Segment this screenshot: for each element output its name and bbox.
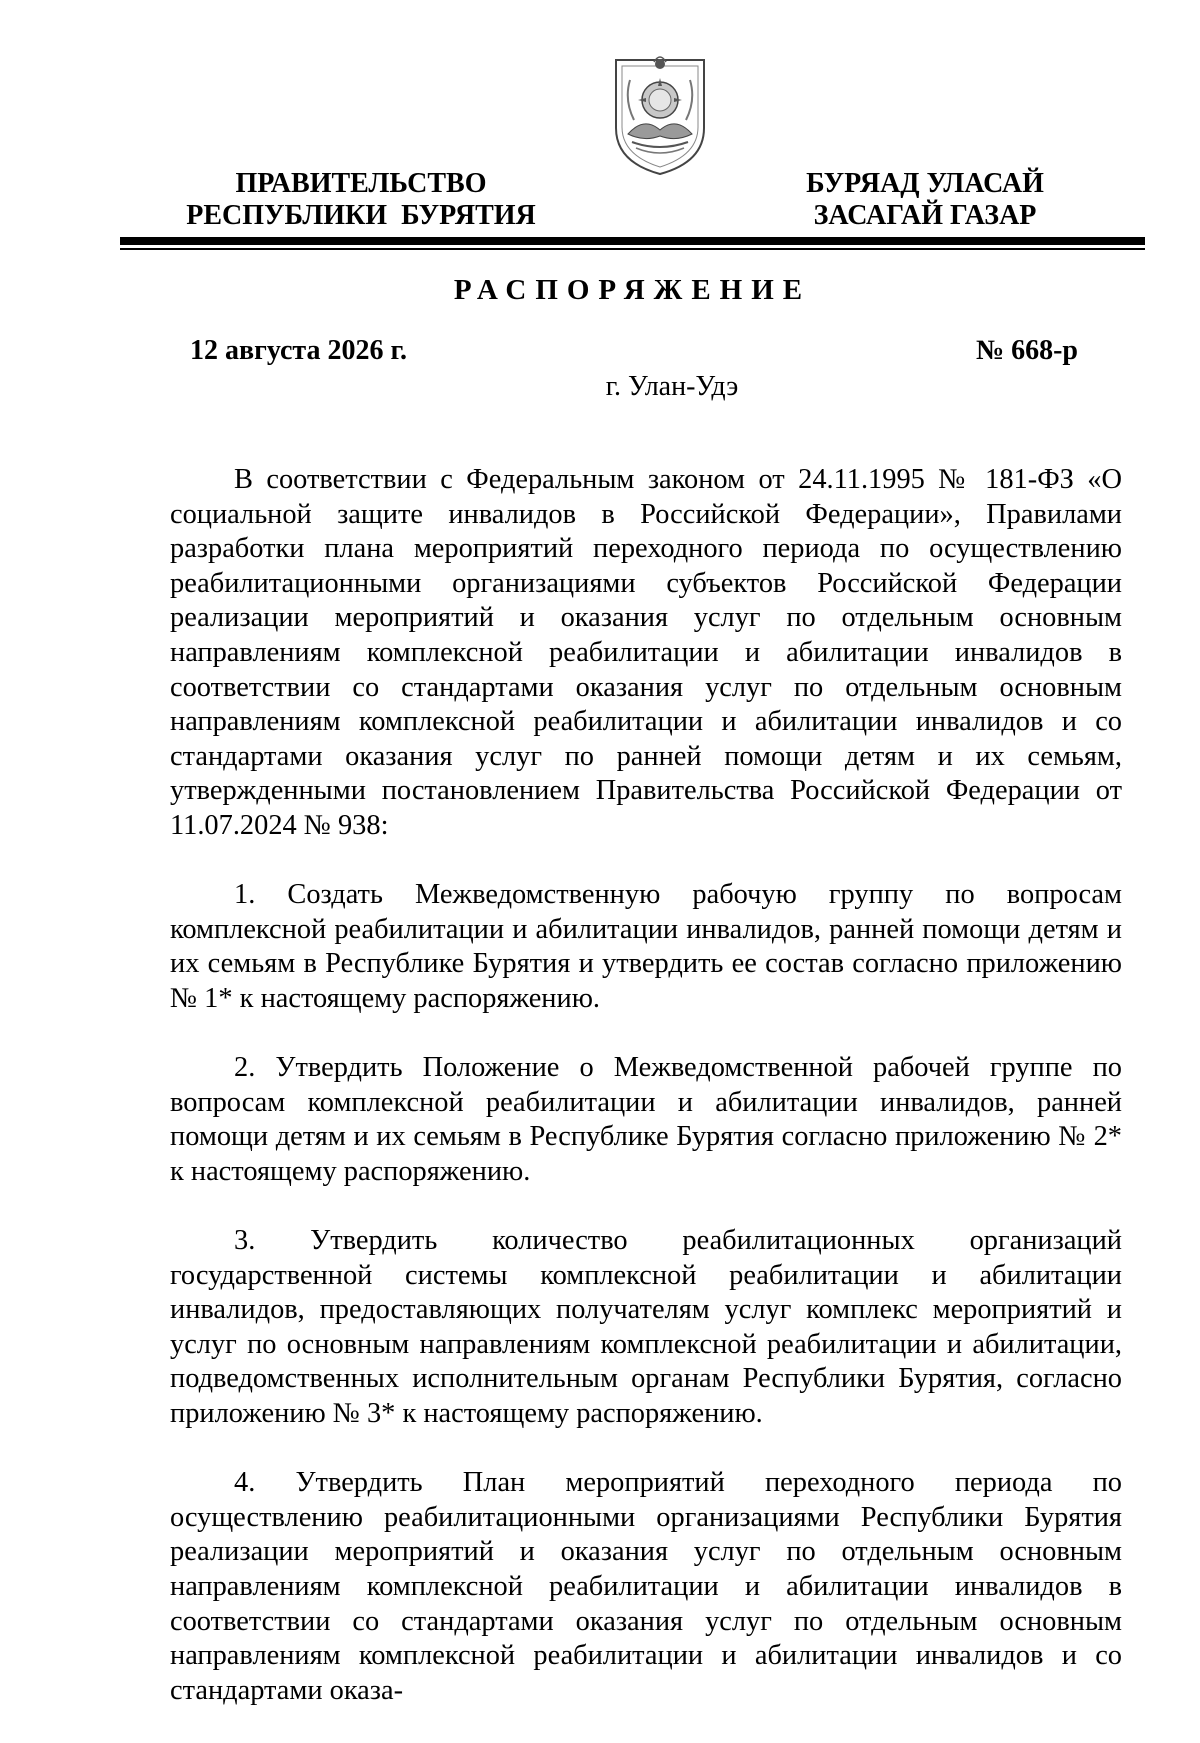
document-type: РАСПОРЯЖЕНИЕ [453,274,812,306]
clause-4-paragraph: 4. Утвердить План мероприятий переходного периода по осуществлению реабилитационными организациями Республики Бурятия реализации мероприятий и оказания услуг по отдельным основным направлениям комплексной реабилитации и абилитации инвалидов в соответствии со стандартами оказания услуг по отдельным основным направлениям комплексной реабилитации и абилитации инвалидов и со стандартами оказа- [170,1467,1122,1706]
government-name-russian [178,168,544,232]
government-name-buryat-line2: ЗАСАГАЙ ГАЗАР [813,200,1037,231]
government-name-russian-line2: РЕСПУБЛИКИ БУРЯТИЯ [186,200,536,231]
document-number: № 668-р [975,335,1078,366]
coat-of-arms-icon [610,50,710,178]
document-body [170,463,1122,1743]
government-name-buryat [790,168,1060,232]
clause-1-paragraph: 1. Создать Межведомственную рабочую группу по вопросам комплексной реабилитации и абилитации инвалидов, ранней помощи детям и их семьям в Республике Бурятия и утвердить ее состав согласно приложению № 1* к настоящему распоряжению. [170,879,1122,1014]
header-divider-thick [120,237,1145,245]
government-name-buryat-line1: БУРЯАД УЛАСАЙ [806,168,1044,199]
document-city: г. Улан-Удэ [605,371,739,402]
government-name-russian-line1: ПРАВИТЕЛЬСТВО [235,168,487,199]
header-divider-thin [120,248,1145,250]
clause-2-paragraph: 2. Утвердить Положение о Межведомственной рабочей группе по вопросам комплексной реабилитации и абилитации инвалидов, ранней помощи детям и их семьям в Республике Бурятия согласно приложению № 2* к настоящему распоряжению. [170,1052,1122,1187]
document-date: 12 августа 2026 г. [190,335,408,366]
clause-3-paragraph: 3. Утвердить количество реабилитационных организаций государственной системы комплексной реабилитации и абилитации инвалидов, предоставляющих получателям услуг комплекс мероприятий и услуг по основным направлениям комплексной реабилитации и абилитации, подведомственных исполнительным органам Республики Бурятия, согласно приложению № 3* к настоящему распоряжению. [170,1225,1122,1430]
preamble-paragraph: В соответствии с Федеральным законом от 24.11.1995 № 181-ФЗ «О социальной защите инвалидов в Российской Федерации», Правилами разработки плана мероприятий переходного периода по осуществлению реабилитационными организациями субъектов Российской Федерации реализации мероприятий и оказания услуг по отдельным основным направлениям комплексной реабилитации и абилитации инвалидов в соответствии со стандартами оказания услуг по отдельным основным направлениям комплексной реабилитации и абилитации инвалидов и со стандартами оказания услуг по ранней помощи детям и их семьям, утвержденными постановлением Правительства Российской Федерации от 11.07.2024 № 938: [170,464,1122,841]
